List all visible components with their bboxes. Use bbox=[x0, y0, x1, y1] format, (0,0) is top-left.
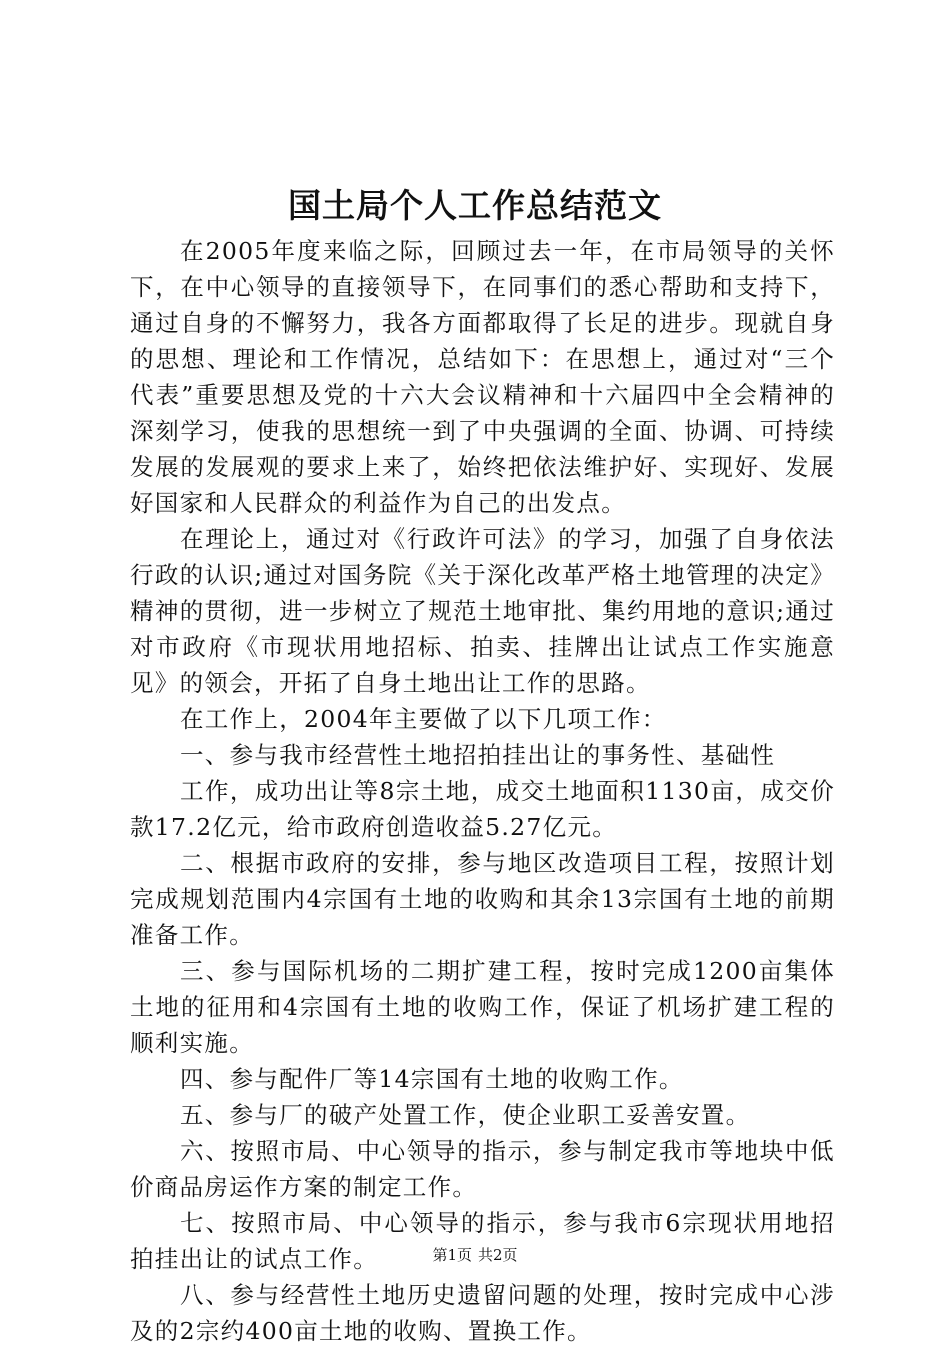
page-number: 第1页 bbox=[432, 1246, 472, 1264]
paragraph-item-3: 三、参与国际机场的二期扩建工程，按时完成1200亩集体土地的征用和4宗国有土地的收购工作，保证了机场扩建工程的顺利实施。 bbox=[130, 957, 835, 1057]
paragraph-item-6: 六、按照市局、中心领导的指示，参与制定我市等地块中低价商品房运作方案的制定工作。 bbox=[130, 1137, 835, 1201]
page-footer bbox=[0, 1245, 950, 1265]
paragraph-item-5: 五、参与厂的破产处置工作，使企业职工妥善安置。 bbox=[180, 1101, 751, 1129]
paragraph-item-8: 八、参与经营性土地历史遗留问题的处理，按时完成中心涉及的2宗约400亩土地的收购、置换工作。 bbox=[130, 1281, 835, 1345]
paragraph-item-1-continued: 工作，成功出让等8宗土地，成交土地面积1130亩，成交价款17.2亿元，给市政府创造收益5.27亿元。 bbox=[130, 777, 835, 841]
page-total: 共2页 bbox=[478, 1246, 518, 1264]
paragraph-item-4: 四、参与配件厂等14宗国有土地的收购工作。 bbox=[180, 1065, 684, 1093]
paragraph-intro: 在2005年度来临之际，回顾过去一年，在市局领导的关怀下，在中心领导的直接领导下，在同事们的悉心帮助和支持下，通过自身的不懈努力，我各方面都取得了长足的进步。现就自身的思想、理论和工作情况，总结如下：在思想上，通过对“三个代表”重要思想及党的十六大会议精神和十六届四中全会精神的深刻学习，使我的思想统一到了中央强调的全面、协调、可持续发展的发展观的要求上来了，始终把依法维护好、实现好、发展好国家和人民群众的利益作为自己的出发点。 bbox=[130, 237, 835, 517]
document-title: 国土局个人工作总结范文 bbox=[288, 186, 662, 225]
paragraph-item-2: 二、根据市政府的安排，参与地区改造项目工程，按照计划完成规划范围内4宗国有土地的收购和其余13宗国有土地的前期准备工作。 bbox=[130, 849, 835, 949]
document-body bbox=[130, 233, 835, 1349]
paragraph-item-1: 一、参与我市经营性土地招拍挂出让的事务性、基础性 bbox=[180, 741, 776, 769]
paragraph-item-7: 七、按照市局、中心领导的指示，参与我市6宗现状用地招拍挂出让的试点工作。 bbox=[130, 1209, 835, 1273]
paragraph-work-intro: 在工作上，2004年主要做了以下几项工作： bbox=[180, 705, 667, 733]
paragraph-theory: 在理论上，通过对《行政许可法》的学习，加强了自身依法行政的认识;通过对国务院《关于深化改革严格土地管理的决定》精神的贯彻，进一步树立了规范土地审批、集约用地的意识;通过对市政府《市现状用地招标、拍卖、挂牌出让试点工作实施意见》的领会，开拓了自身土地出让工作的思路。 bbox=[130, 525, 835, 697]
